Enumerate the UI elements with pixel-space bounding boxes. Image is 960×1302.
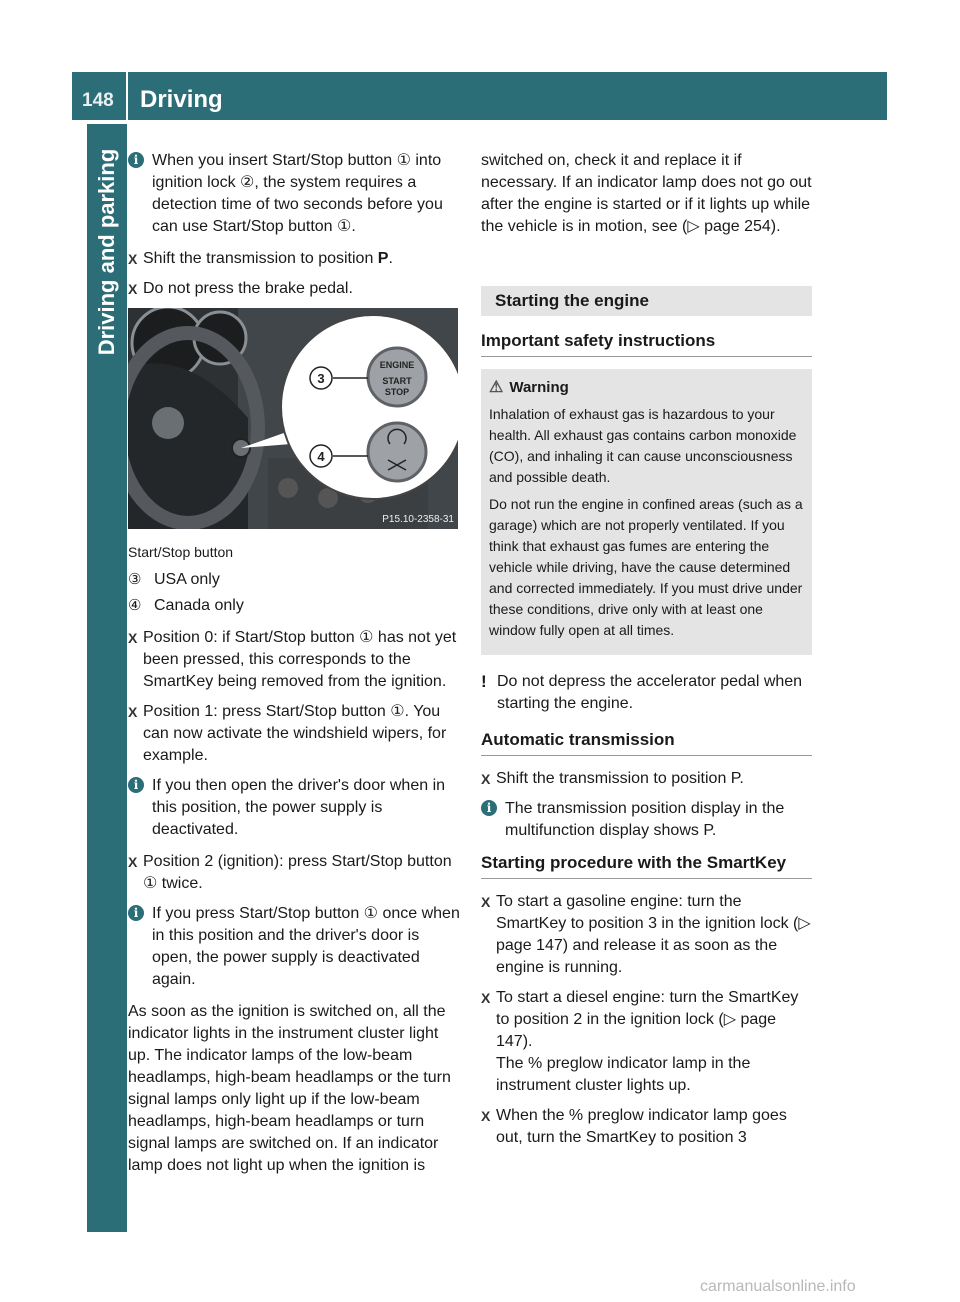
caution-note: ! Do not depress the accelerator pedal when starting the engine. bbox=[481, 671, 812, 715]
subheading: Starting procedure with the SmartKey bbox=[481, 852, 812, 879]
instruction-step: X Position 1: press Start/Stop button ①. You can now activate the windshield wipers, for example. bbox=[128, 701, 460, 767]
stop-label: STOP bbox=[384, 387, 410, 397]
step-arrow-icon: X bbox=[128, 854, 138, 870]
instruction-step: X Shift the transmission to position P. bbox=[481, 768, 812, 790]
instruction-step: X Position 2 (ignition): press Start/Stop button ① twice. bbox=[128, 851, 460, 895]
continued-paragraph: switched on, check it and replace it if necessary. If an indicator lamp does not go out after the engine is started or if it lights up while the vehicle is in motion, see (▷ page 254). bbox=[481, 152, 812, 235]
instruction-step: X Position 0: if Start/Stop button ① has not yet been pressed, this corresponds to the SmartKey being removed from the ignition. bbox=[128, 627, 460, 693]
exclamation-icon: ! bbox=[481, 672, 487, 691]
start-stop-photo bbox=[128, 308, 458, 529]
footer-watermark: carmanualsonline.info bbox=[700, 1278, 856, 1295]
body-paragraph: As soon as the ignition is switched on, all the indicator lights in the instrument cluster light up. The indicator lamps of the low-beam headlamps, high-beam headlamps or the turn signal lamps only light up if the low-beam headlamps, high-beam headlamps or turn signal lamps are switched on. If an indicator lamp does not light up when the ignition is bbox=[128, 1003, 451, 1174]
info-icon: i bbox=[128, 905, 144, 921]
photo-caption: Start/Stop button bbox=[128, 544, 234, 560]
instruction-step: X When the % preglow indicator lamp goes out, turn the SmartKey to position 3 bbox=[481, 1105, 812, 1149]
section-heading: Starting the engine bbox=[481, 286, 812, 316]
side-tab-label: Driving and parking bbox=[94, 148, 119, 356]
info-note: i When you insert Start/Stop button ① into ignition lock ②, the system requires a detection time of two seconds before you can use Start/Stop button ①. bbox=[128, 150, 460, 238]
info-note: i The transmission position display in the multifunction display shows P. bbox=[481, 798, 812, 842]
info-note: i If you then open the driver's door when in this position, the power supply is deactivated. bbox=[128, 775, 460, 841]
instruction-step: X To start a diesel engine: turn the SmartKey to position 2 in the ignition lock (▷ page 147). bbox=[481, 987, 812, 1053]
callout-3: 3 bbox=[317, 371, 325, 386]
warning-icon: ⚠ bbox=[489, 379, 504, 396]
subheading: Automatic transmission bbox=[481, 729, 812, 756]
start-label: START bbox=[382, 376, 412, 386]
legend-item: ③ USA only bbox=[128, 571, 220, 588]
photo-code: P15.10-2358-31 bbox=[382, 514, 454, 525]
subheading: Important safety instructions bbox=[481, 330, 812, 357]
step-arrow-icon: X bbox=[481, 990, 491, 1006]
legend-item: ④ Canada only bbox=[128, 597, 244, 614]
step-arrow-icon: X bbox=[481, 1108, 491, 1124]
info-note: i If you press Start/Stop button ① once when in this position and the driver's door is open, the power supply is deactivated again. bbox=[128, 903, 460, 991]
step-arrow-icon: X bbox=[481, 771, 491, 787]
engine-label: ENGINE bbox=[379, 360, 415, 370]
instruction-step: X Do not press the brake pedal. bbox=[128, 278, 460, 300]
step-arrow-icon: X bbox=[128, 704, 138, 720]
info-icon: i bbox=[481, 800, 497, 816]
callout-4: 4 bbox=[317, 449, 325, 464]
step-arrow-icon: X bbox=[128, 251, 138, 267]
left-column bbox=[128, 150, 460, 1185]
step-arrow-icon: X bbox=[481, 894, 491, 910]
warning-box: ⚠ Warning Inhalation of exhaust gas is hazardous to your health. All exhaust gas contains carbon monoxide (CO), and inhaling it can cause unconsciousness and possible death. Do not run the engine in confined areas (such as a garage) which are not properly ventilated. If you think that exhaust gas fumes are entering the vehicle while driving, have the cause determined and corrected immediately. If you must drive under these conditions, drive only with at least one window fully open at all times. bbox=[481, 369, 812, 655]
page-number: 148 bbox=[82, 90, 114, 111]
step-arrow-icon: X bbox=[128, 281, 138, 297]
section-title: Driving bbox=[140, 86, 223, 113]
info-icon: i bbox=[128, 777, 144, 793]
info-icon: i bbox=[128, 152, 144, 168]
instruction-step-continued: The % preglow indicator lamp in the instrument cluster lights up. bbox=[496, 1055, 751, 1094]
header-divider bbox=[126, 72, 128, 120]
right-column bbox=[481, 150, 812, 1157]
instruction-step: X Shift the transmission to position P. bbox=[128, 248, 460, 270]
instruction-step: X To start a gasoline engine: turn the SmartKey to position 3 in the ignition lock (▷ page 147) and release it as soon as the engine is running. bbox=[481, 891, 812, 979]
step-arrow-icon: X bbox=[128, 630, 138, 646]
